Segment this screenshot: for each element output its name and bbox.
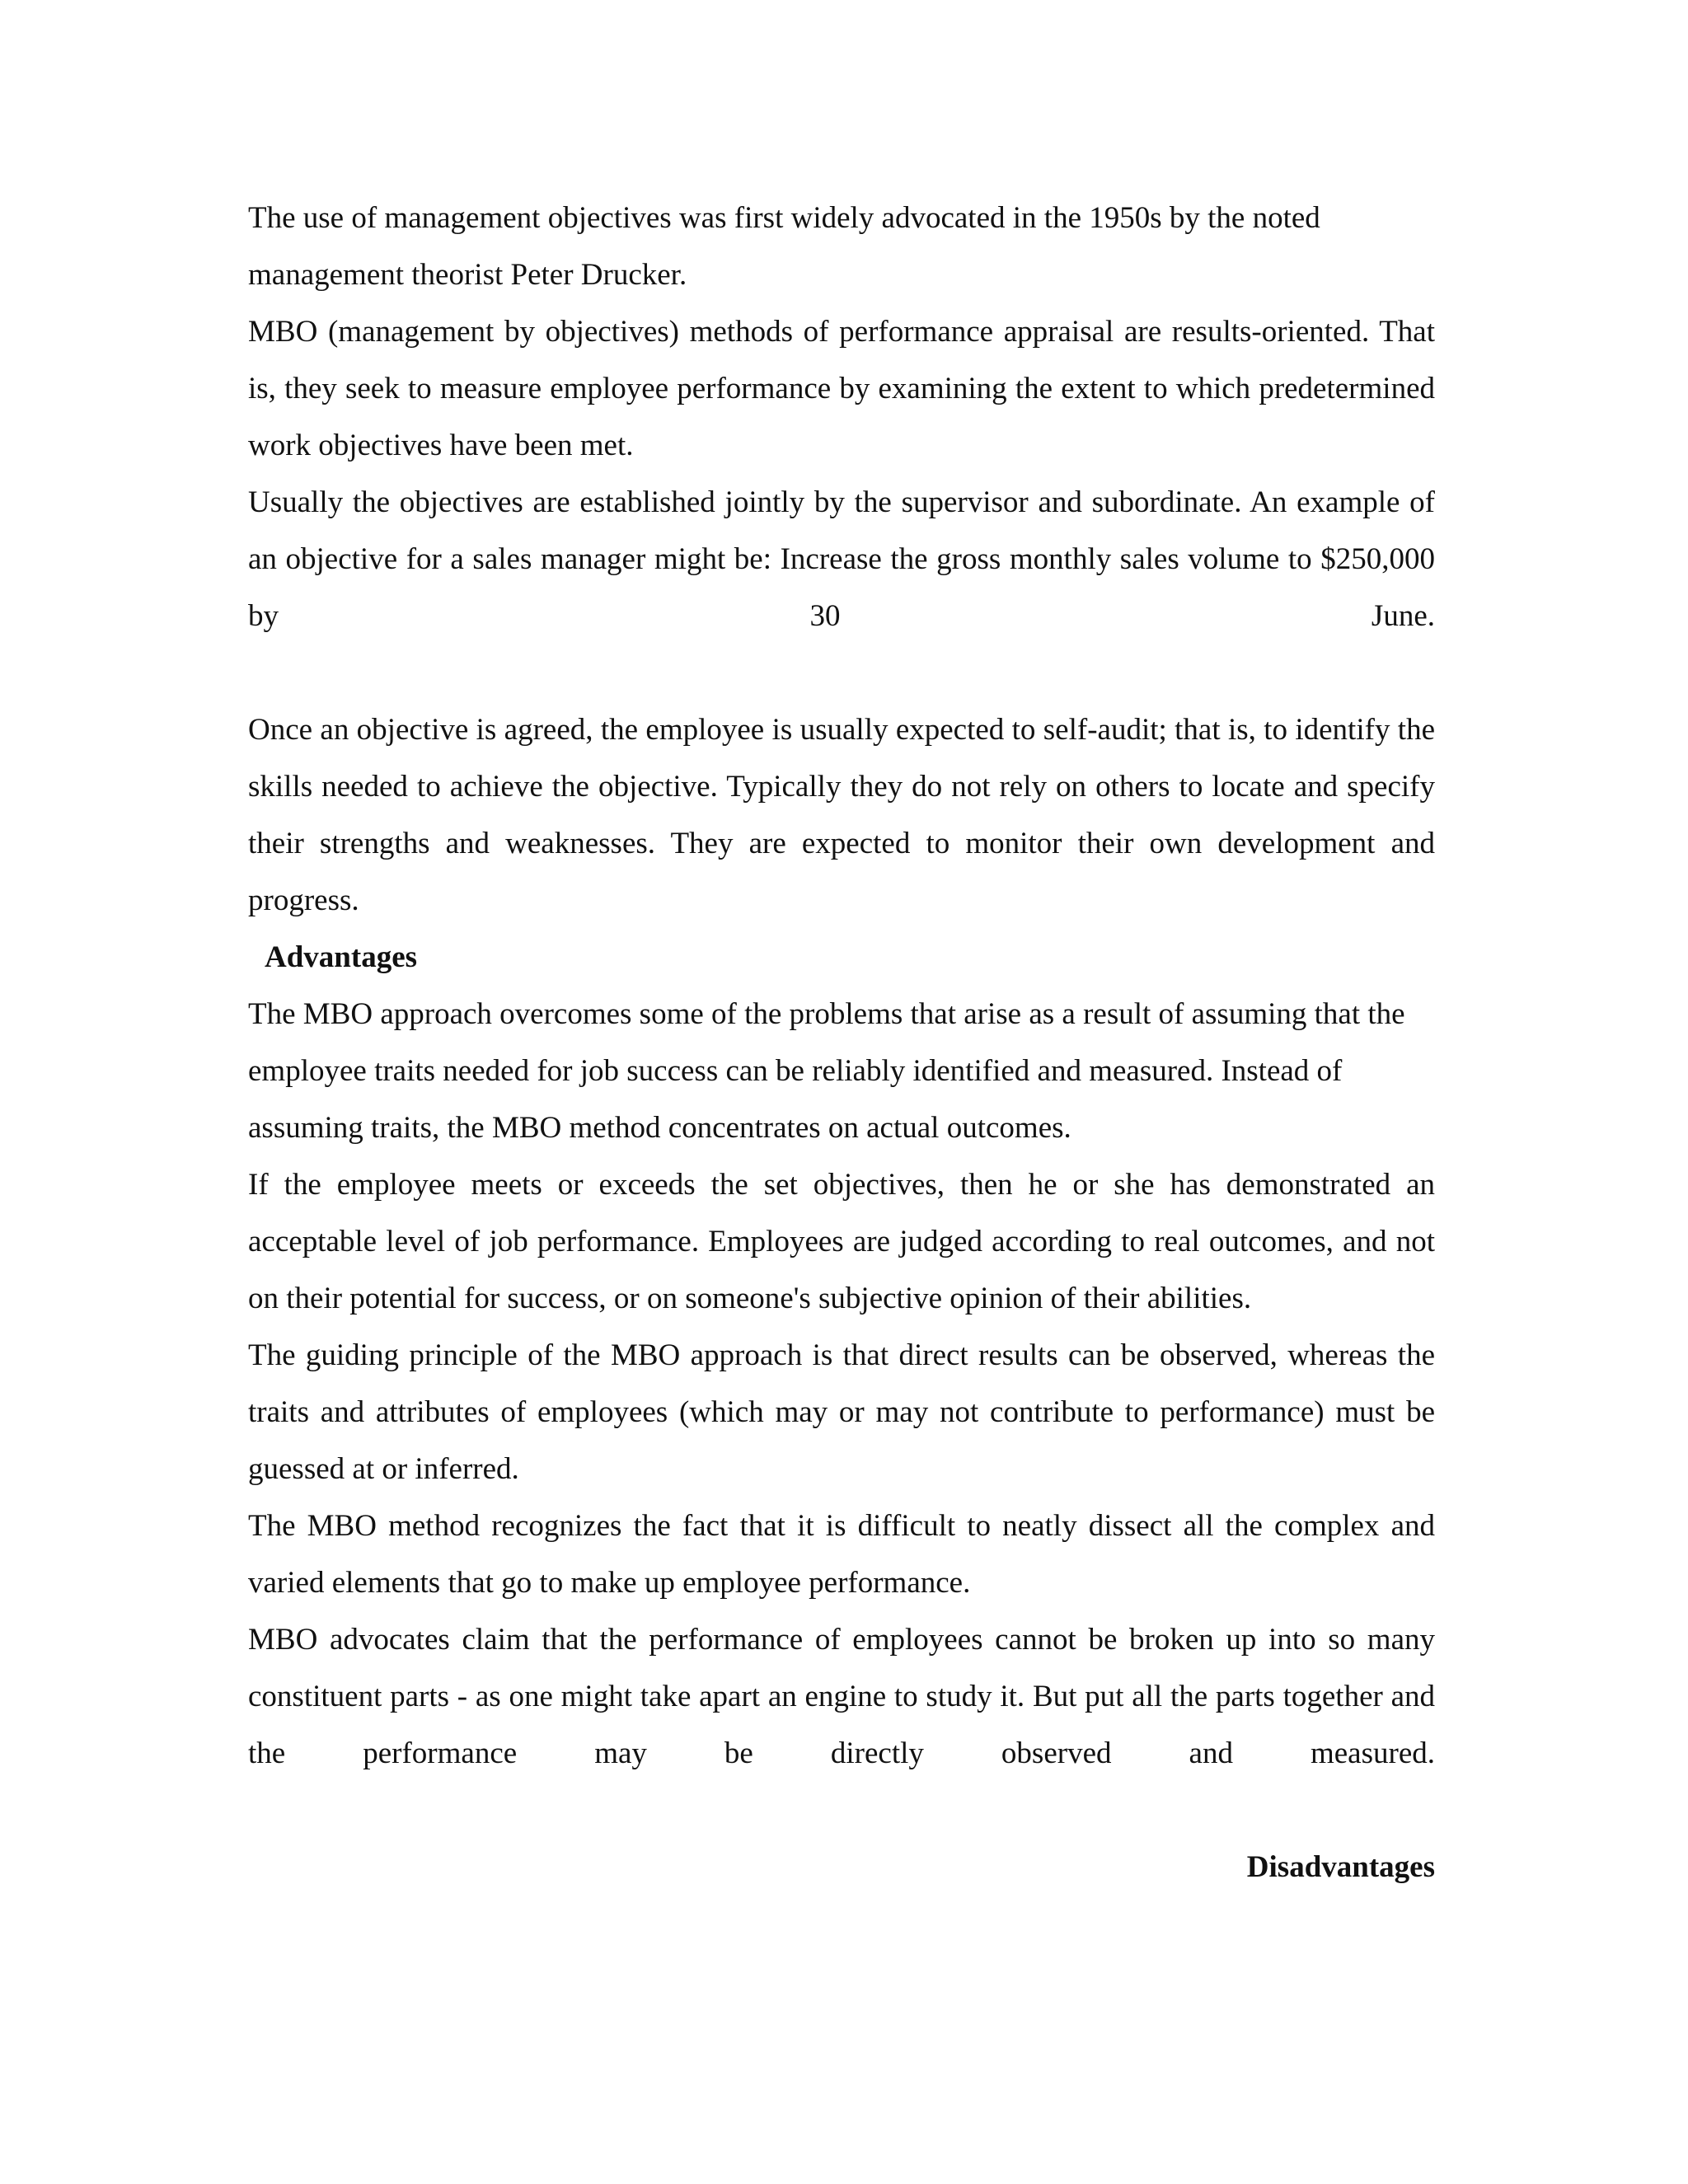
- paragraph-mbo-definition: MBO (management by objectives) methods of performance appraisal are results-oriented. That is, they seek to measure employee performance by examining the extent to which predetermined work objectives have been met.: [248, 315, 1435, 462]
- heading-disadvantages: Disadvantages: [1246, 1850, 1435, 1884]
- paragraph-advantages-engine: MBO advocates claim that the performance of employees cannot be broken up into so many constituent parts - as one might take apart an engine to study it. But put all the parts together and the performance may be directly observed and measured.: [248, 1623, 1435, 1770]
- paragraph-drucker: The use of management objectives was first widely advocated in the 1950s by the noted management theorist Peter Drucker.: [248, 201, 1320, 292]
- heading-advantages: Advantages: [265, 940, 418, 974]
- paragraph-advantages-principle: The guiding principle of the MBO approach is that direct results can be observed, whereas the traits and attributes of employees (which may or may not contribute to performance) must be guessed at or inferred.: [248, 1338, 1435, 1486]
- blank-line: [248, 1782, 1435, 1839]
- paragraph-advantages-traits: The MBO approach overcomes some of the problems that arise as a result of assuming that the employee traits needed for job success can be reliably identified and measured. Instead of assuming traits, the MBO method concentrates on actual outcomes.: [248, 997, 1405, 1145]
- paragraph-self-audit: Once an objective is agreed, the employee is usually expected to self-audit; that is, to identify the skills needed to achieve the objective. Typically they do not rely on others to locate and specify their strengths and weaknesses. They are expected to monitor their own development and progress.: [248, 713, 1435, 917]
- paragraph-advantages-complexity: The MBO method recognizes the fact that it is difficult to neatly dissect all the complex and varied elements that go to make up employee performance.: [248, 1509, 1435, 1600]
- paragraph-objectives-example: Usually the objectives are established jointly by the supervisor and subordinate. An example of an objective for a sales manager might be: Increase the gross monthly sales volume to $250,000 by 30 June.: [248, 485, 1435, 633]
- paragraph-advantages-outcomes: If the employee meets or exceeds the set objectives, then he or she has demonstrated an acceptable level of job performance. Employees are judged according to real outcomes, and not on their potential for success, or on someone's subjective opinion of their abilities.: [248, 1168, 1435, 1315]
- blank-line: [248, 644, 1435, 701]
- document-body: [248, 190, 1435, 1896]
